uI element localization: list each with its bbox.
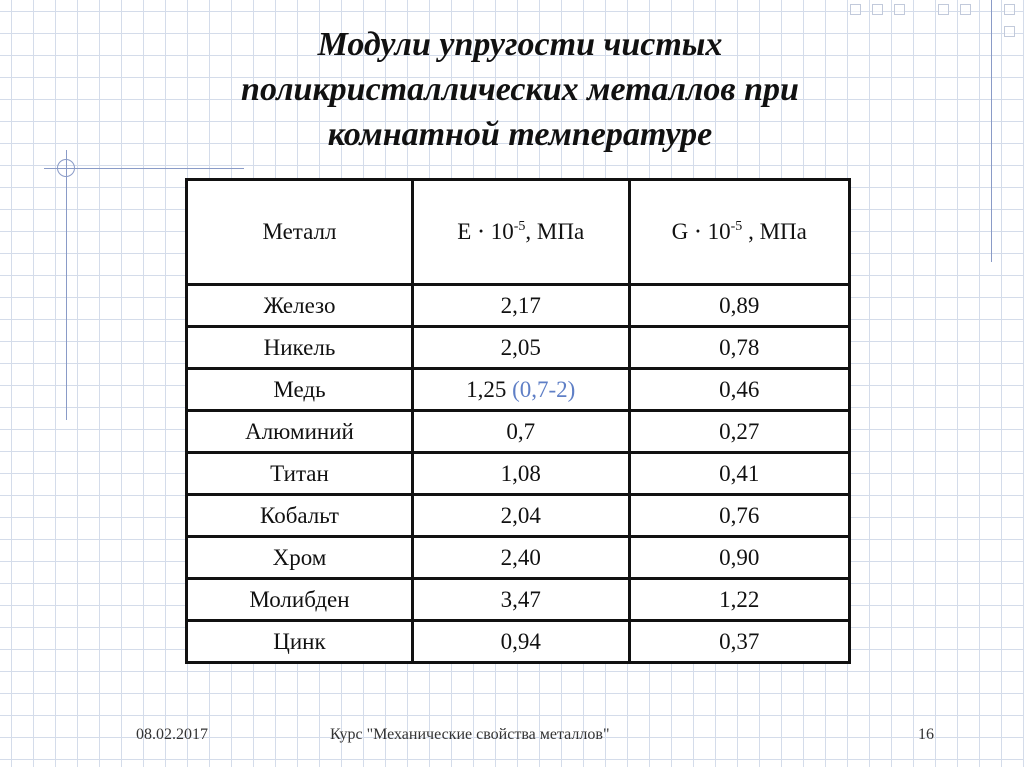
cell-metal: Никель — [187, 327, 413, 369]
cell-e: 2,05 — [412, 327, 629, 369]
cell-metal: Алюминий — [187, 411, 413, 453]
header-g-unit: , МПа — [742, 219, 807, 244]
cell-g: 1,22 — [629, 579, 849, 621]
cell-e: 3,47 — [412, 579, 629, 621]
cell-e: 2,04 — [412, 495, 629, 537]
cell-metal: Железо — [187, 285, 413, 327]
cell-metal: Титан — [187, 453, 413, 495]
header-e-prefix: Е ⋅ 10 — [457, 219, 514, 244]
cell-metal: Молибден — [187, 579, 413, 621]
cell-e: 0,94 — [412, 621, 629, 663]
title-line: Модули упругости чистых — [317, 26, 723, 63]
cell-e: 1,08 — [412, 453, 629, 495]
cell-e-value: 1,25 — [466, 376, 507, 402]
header-g-prefix: G ⋅ 10 — [671, 219, 731, 244]
cell-metal: Хром — [187, 537, 413, 579]
cell-metal: Медь — [187, 369, 413, 411]
header-e — [412, 180, 629, 285]
cell-g: 0,46 — [629, 369, 849, 411]
table-row — [187, 453, 850, 495]
decor-circle — [57, 159, 75, 177]
cell-g: 0,90 — [629, 537, 849, 579]
table-row — [187, 327, 850, 369]
decor-square — [850, 4, 861, 15]
title-line: поликристаллических металлов при — [241, 71, 799, 108]
elastic-moduli-table — [185, 178, 851, 664]
footer-course: Курс "Механические свойства металлов" — [330, 726, 610, 743]
footer-date: 08.02.2017 — [136, 726, 208, 743]
table-row — [187, 579, 850, 621]
header-e-exponent: -5 — [513, 219, 526, 234]
decor-square — [960, 4, 971, 15]
cell-g: 0,89 — [629, 285, 849, 327]
decor-square — [1004, 4, 1015, 15]
cell-g: 0,41 — [629, 453, 849, 495]
cell-e: 0,7 — [412, 411, 629, 453]
decor-square — [894, 4, 905, 15]
cell-metal: Цинк — [187, 621, 413, 663]
header-metal: Металл — [187, 180, 413, 285]
header-g — [629, 180, 849, 285]
cell-g: 0,27 — [629, 411, 849, 453]
decor-square — [938, 4, 949, 15]
decor-square — [872, 4, 883, 15]
table-row — [187, 285, 850, 327]
table-header-row — [187, 180, 850, 285]
decor-vertical-line — [66, 150, 67, 420]
slide-title — [120, 22, 920, 157]
table-row — [187, 537, 850, 579]
footer-page-number: 16 — [918, 726, 934, 743]
cell-g: 0,37 — [629, 621, 849, 663]
title-line: комнатной температуре — [327, 116, 713, 153]
table-row — [187, 621, 850, 663]
header-g-exponent: -5 — [730, 219, 743, 234]
table-row — [187, 411, 850, 453]
cell-e — [412, 369, 629, 411]
cell-e: 2,17 — [412, 285, 629, 327]
header-e-unit: , МПа — [525, 219, 585, 244]
table-row — [187, 495, 850, 537]
cell-e-range: (0,7-2) — [512, 376, 576, 402]
table-row — [187, 369, 850, 411]
decor-right-line — [991, 0, 992, 262]
cell-e: 2,40 — [412, 537, 629, 579]
cell-g: 0,76 — [629, 495, 849, 537]
cell-g: 0,78 — [629, 327, 849, 369]
decor-square — [1004, 26, 1015, 37]
cell-metal: Кобальт — [187, 495, 413, 537]
